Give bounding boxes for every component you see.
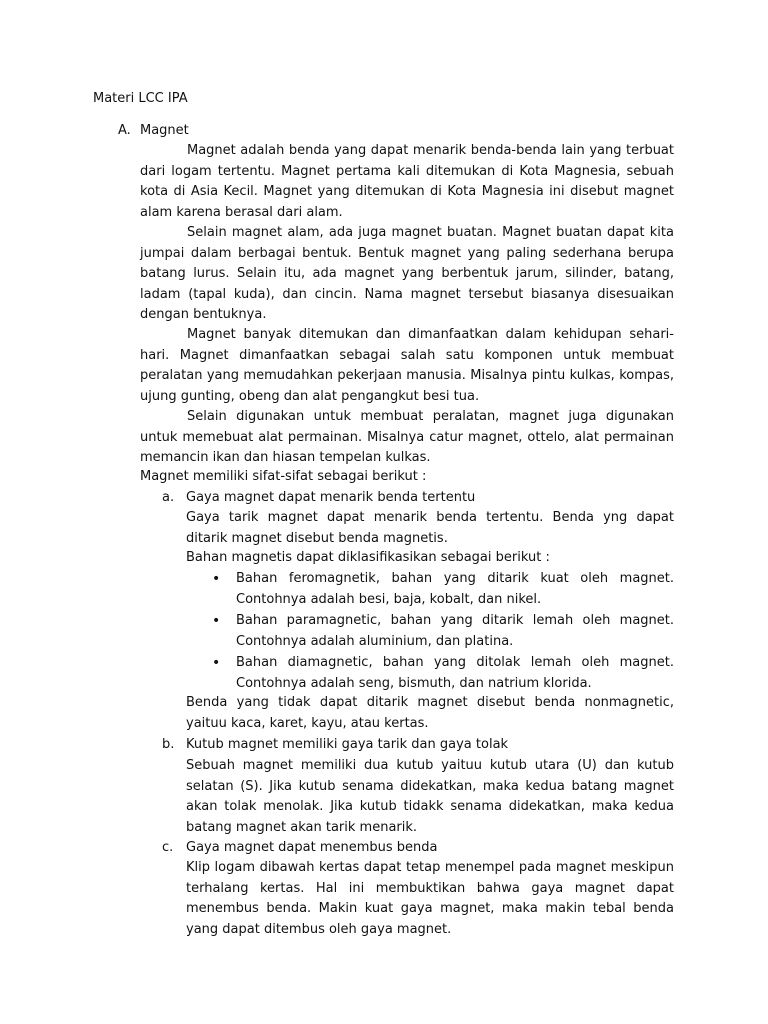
section-title: Magnet [140, 123, 189, 138]
bullet-icon: • [212, 571, 221, 587]
property-c-label: c. [162, 840, 174, 855]
paragraph-4: Selain digunakan untuk membuat peralatan, magnet juga digunakan untuk memebuat alat permainan. Misalnya catur magnet, ottelo, alat permainan memancin ikan dan hiasan tempelan kulkas. [140, 409, 674, 465]
property-a-closing: Benda yang tidak dapat ditarik magnet disebut benda nonmagnetic, yaituu kaca, karet, kayu, atau kertas. [186, 695, 674, 731]
bullet-item-1: Bahan feromagnetik, bahan yang ditarik kuat oleh magnet. Contohnya adalah besi, baja, kobalt, dan nikel. [236, 571, 674, 607]
paragraph-3: Magnet banyak ditemukan dan dimanfaatkan dalam kehidupan sehari-hari. Magnet dimanfaatkan sebagai salah satu komponen untuk membuat peralatan yang memudahkan pekerjaan manusia. Misalnya pintu kulkas, kompas, ujung gunting, obeng dan alat pengangkut besi tua. [140, 327, 674, 404]
property-c-title: Gaya magnet dapat menembus benda [186, 840, 438, 855]
property-b-title: Kutub magnet memiliki gaya tarik dan gaya tolak [186, 737, 509, 752]
property-c-text: Klip logam dibawah kertas dapat tetap menempel pada magnet meskipun terhalang kertas. Hal ini membuktikan bahwa gaya magnet dapat menembus benda. Makin kuat gaya magnet, maka makin tebal benda yang dapat ditembus oleh gaya magnet. [186, 860, 674, 937]
paragraph-1: Magnet adalah benda yang dapat menarik benda-benda lain yang terbuat dari logam tertentu. Magnet pertama kali ditemukan di Kota Magnesia, sebuah kota di Asia Kecil. Magnet yang ditemukan di Kota Magnesia ini disebut magnet alam karena berasal dari alam. [140, 143, 674, 220]
property-b-text: Sebuah magnet memiliki dua kutub yaituu kutub utara (U) dan kutub selatan (S). Jika kutub senama didekatkan, maka kedua batang magnet akan tolak menolak. Jika kutub tidakk senama didekatkan, maka kedua batang magnet akan tarik menarik. [186, 758, 674, 835]
document-title: Materi LCC IPA [93, 91, 188, 106]
bullet-item-2: Bahan paramagnetic, bahan yang ditarik lemah oleh magnet. Contohnya adalah aluminium, dan platina. [236, 613, 674, 649]
properties-intro: Magnet memiliki sifat-sifat sebagai berikut : [140, 469, 427, 484]
section-label: A. [118, 123, 131, 138]
property-a-text: Gaya tarik magnet dapat menarik benda tertentu. Benda yng dapat ditarik magnet disebut benda magnetis. [186, 510, 674, 546]
paragraph-2: Selain magnet alam, ada juga magnet buatan. Magnet buatan dapat kita jumpai dalam berbagai bentuk. Bentuk magnet yang paling sederhana berupa batang lurus. Selain itu, ada magnet yang berbentuk jarum, silinder, batang, ladam (tapal kuda), dan cincin. Nama magnet tersebut biasanya disesuaikan dengan bentuknya. [140, 225, 674, 322]
classification-intro: Bahan magnetis dapat diklasifikasikan sebagai berikut : [186, 550, 550, 565]
property-a-title: Gaya magnet dapat menarik benda tertentu [186, 490, 476, 505]
bullet-icon: • [212, 613, 221, 629]
bullet-item-3: Bahan diamagnetic, bahan yang ditolak lemah oleh magnet. Contohnya adalah seng, bismuth, dan natrium klorida. [236, 655, 674, 691]
bullet-icon: • [212, 655, 221, 671]
property-b-label: b. [162, 737, 175, 752]
property-a-label: a. [162, 490, 175, 505]
